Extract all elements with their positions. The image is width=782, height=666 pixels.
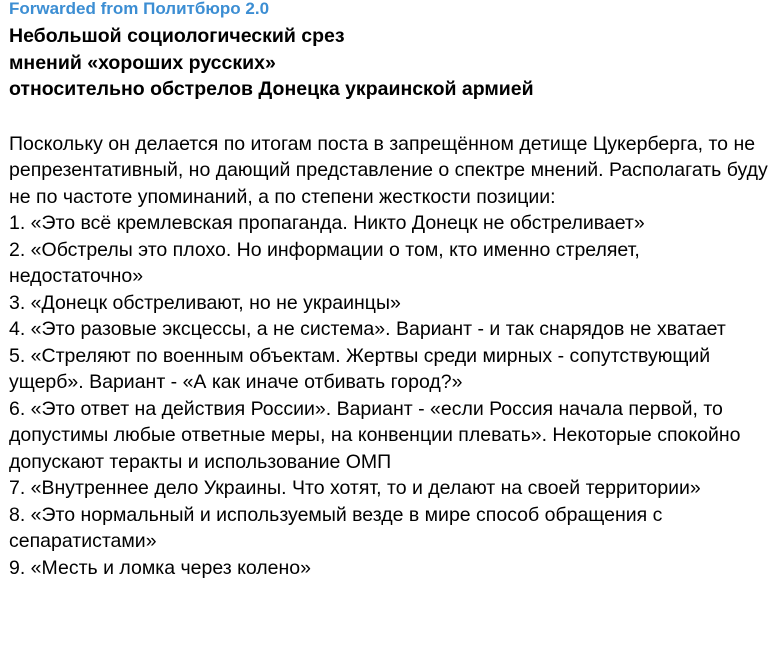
post-title-line: Небольшой социологический срез [9, 25, 345, 47]
intro-paragraph: Поскольку он делается по итогам поста в запрещённом детище Цукерберга, то не репрезентативный, но дающий представление о спектре мнений. Располагать буду не по частоте упоминаний, а по степени жесткости позиции: [9, 132, 768, 208]
paragraph-gap [9, 103, 774, 131]
post-title-line: мнений «хороших русских» [9, 51, 276, 74]
post-body [9, 131, 774, 582]
list-item: 1. «Это всё кремлевская пропаганда. Никто Донецк не обстреливает» [9, 212, 645, 234]
list-item: 3. «Донецк обстреливают, но не украинцы» [9, 291, 401, 314]
list-item: 5. «Стреляют по военным объектам. Жертвы среди мирных - сопутствующий ущерб». Вариант - «А как иначе отбивать город?» [9, 344, 711, 393]
list-item: 6. «Это ответ на действия России». Вариант - «если Россия начала первой, то допустимы любые ответные меры, на конвенции плевать». Некоторые спокойно допускают теракты и использование ОМП [9, 397, 741, 473]
forwarded-header [9, 0, 774, 19]
list-item: 8. «Это нормальный и используемый везде в мире способ обращения с сепаратистами» [9, 503, 663, 552]
list-item: 2. «Обстрелы это плохо. Но информации о том, кто именно стреляет, недостаточно» [9, 238, 640, 287]
post-title [9, 23, 774, 103]
list-item: 4. «Это разовые эксцессы, а не система». Вариант - и так снарядов не хватает [9, 318, 726, 340]
list-item: 9. «Месть и ломка через колено» [9, 556, 311, 579]
list-item: 7. «Внутреннее дело Украины. Что хотят, то и делают на своей территории» [9, 477, 701, 499]
forwarded-source-link[interactable]: Политбюро 2.0 [143, 0, 270, 18]
post-title-line: относительно обстрелов Донецка украинской армией [9, 78, 534, 100]
forwarded-prefix: Forwarded from [9, 0, 144, 18]
